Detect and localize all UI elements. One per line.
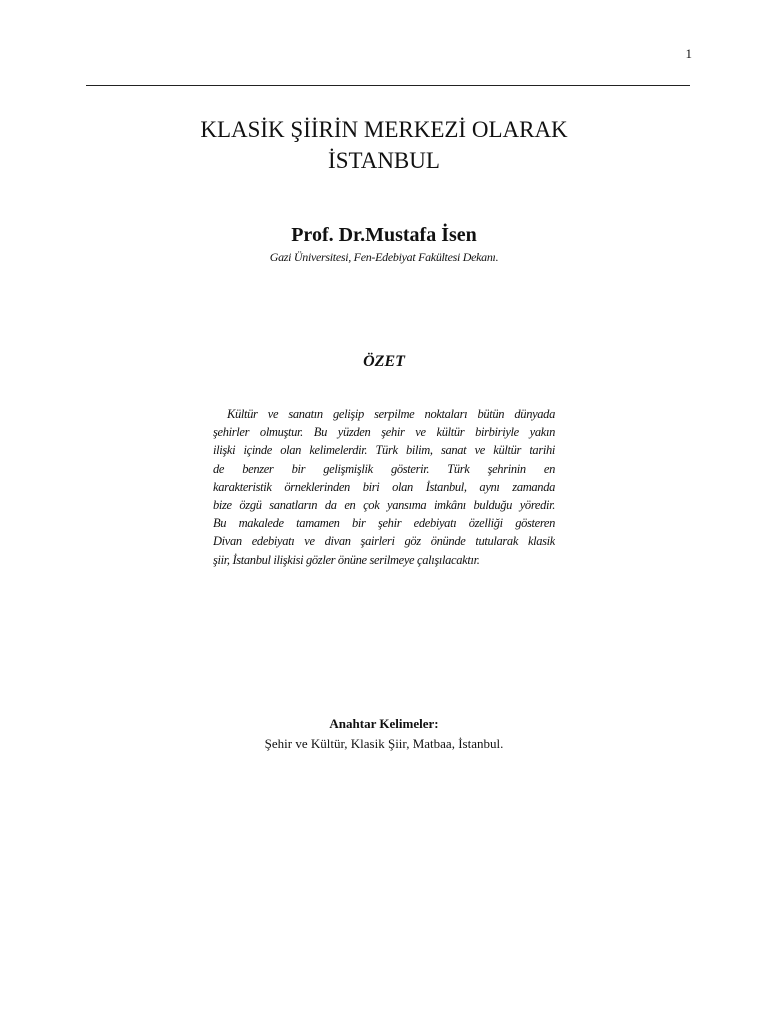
- keywords-heading: Anahtar Kelimeler:: [329, 716, 439, 731]
- abstract-line: şehirler olmuştur. Bu yüzden şehir ve kültür birbiriyle yakın: [213, 425, 555, 440]
- abstract-body: [213, 405, 555, 569]
- abstract-line: de benzer bir gelişmişlik gösterir. Türk şehrinin en: [213, 461, 555, 476]
- author-name: Prof. Dr.Mustafa İsen: [291, 224, 477, 246]
- keywords-list: Şehir ve Kültür, Klasik Şiir, Matbaa, İstanbul.: [264, 736, 504, 751]
- page-number: 1: [685, 46, 692, 61]
- abstract-line: bize özgü sanatların da en çok yansıma imkânı bulduğu yöredir.: [213, 498, 555, 513]
- abstract-line: ilişki içinde olan kelimelerdir. Türk bilim, sanat ve kültür tarihi: [213, 443, 555, 458]
- header-rule: [86, 85, 690, 86]
- abstract-line: Bu makalede tamamen bir şehir edebiyatı özelliği gösteren: [213, 516, 555, 531]
- article-title-line-2: İSTANBUL: [328, 148, 440, 173]
- abstract-line: Kültür ve sanatın gelişip serpilme noktaları bütün dünyada: [227, 407, 555, 421]
- abstract-line: karakteristik örneklerinden biri olan İstanbul, aynı zamanda: [213, 479, 555, 494]
- abstract-heading: ÖZET: [363, 353, 405, 370]
- author-affiliation: Gazi Üniversitesi, Fen-Edebiyat Fakültesi Dekanı.: [269, 250, 499, 264]
- article-title: [100, 114, 668, 176]
- abstract-line: şiir, İstanbul ilişkisi gözler önüne serilmeye çalışılacaktır.: [213, 552, 480, 567]
- article-title-line-1: KLASİK ŞİİRİN MERKEZİ OLARAK: [200, 117, 568, 142]
- abstract-line: Divan edebiyatı ve divan şairleri göz önünde tutularak klasik: [213, 534, 555, 549]
